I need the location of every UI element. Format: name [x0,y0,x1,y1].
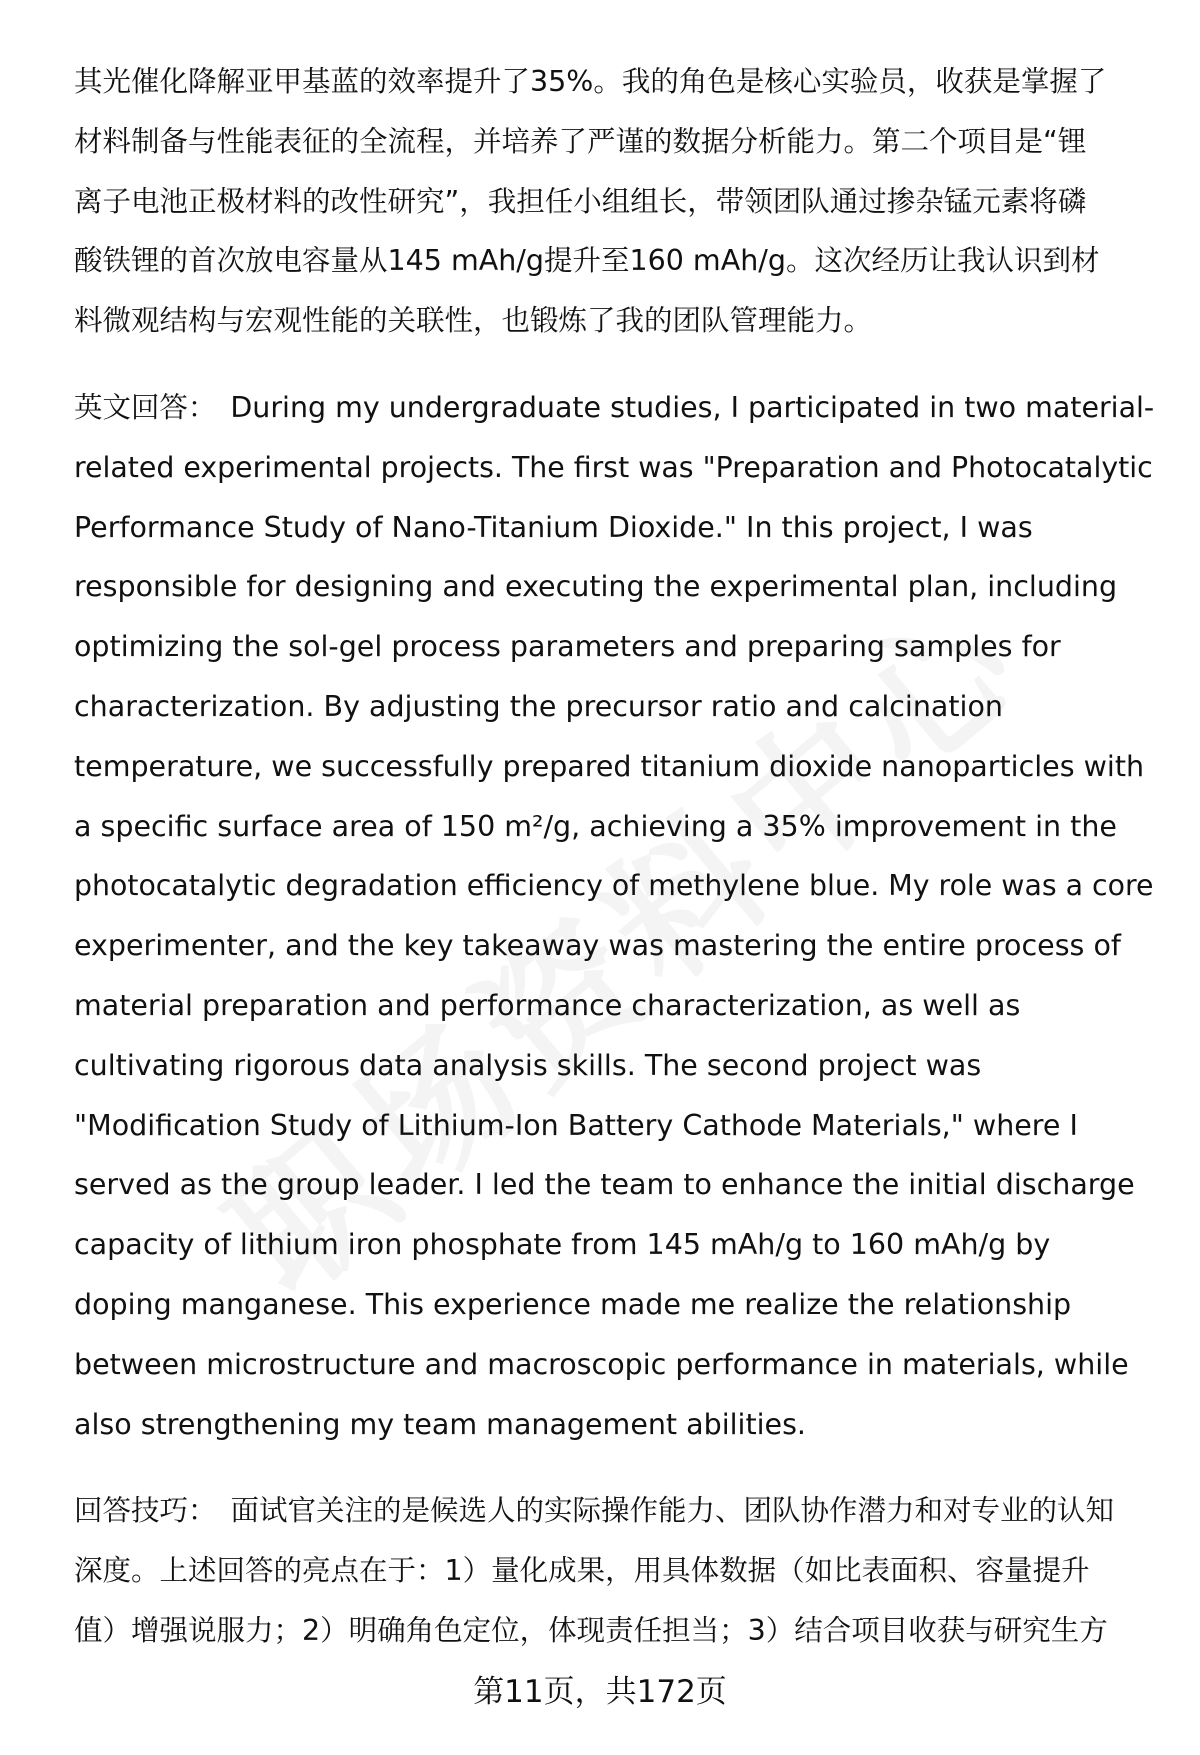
text-line: photocatalytic degradation efficiency of methylene blue. My role was a core [74,869,1154,903]
text-line: experimenter, and the key takeaway was mastering the entire process of [74,929,1121,963]
text-line: Performance Study of Nano-Titanium Dioxide." In this project, I was [74,510,1033,544]
text-line: characterization. By adjusting the precursor ratio and calcination [74,689,1003,723]
answer-tips-paragraph [74,1481,1154,1660]
text-line: a specific surface area of 150 m²/g, achieving a 35% improvement in the [74,809,1117,843]
text-line: doping manganese. This experience made me realize the relationship [74,1287,1072,1321]
page-number-footer: 第11页，共172页 [473,1674,727,1710]
text-line: between microstructure and macroscopic performance in materials, while [74,1347,1129,1381]
text-line [74,1481,1154,1541]
text-line: responsible for designing and executing the experimental plan, including [74,570,1118,604]
text-line: "Modification Study of Lithium-Ion Battery Cathode Materials," where I [74,1108,1078,1142]
text-line: capacity of lithium iron phosphate from 145 mAh/g to 160 mAh/g by [74,1228,1051,1262]
chinese-answer-paragraph [74,52,1154,351]
text-line: material preparation and performance characterization, as well as [74,988,1021,1022]
english-answer-label: 英文回答： [74,390,217,424]
text-line: 料微观结构与宏观性能的关联性，也锻炼了我的团队管理能力。 [74,304,873,338]
text-line: served as the group leader. I led the team to enhance the initial discharge [74,1168,1135,1202]
text-line: 其光催化降解亚甲基蓝的效率提升了35%。我的角色是核心实验员，收获是掌握了 [74,65,1107,98]
text-line: temperature, we successfully prepared titanium dioxide nanoparticles with [74,749,1145,783]
english-answer-paragraph [74,378,1154,1454]
answer-tips-label: 回答技巧： [74,1494,217,1528]
text-line: 酸铁锂的首次放电容量从145 mAh/g提升至160 mAh/g。这次经历让我认识到材 [74,244,1100,278]
text-line: 值）增强说服力；2）明确角色定位，体现责任担当；3）结合项目收获与研究生方 [74,1613,1108,1647]
text-line: cultivating rigorous data analysis skills. The second project was [74,1048,982,1082]
text-line: 材料制备与性能表征的全流程，并培养了严谨的数据分析能力。第二个项目是“锂 [74,124,1087,158]
text-line [74,378,1154,438]
text-line-content: During my undergraduate studies, I participated in two material- [230,390,1155,424]
text-line: optimizing the sol-gel process parameters and preparing samples for [74,630,1061,664]
text-line: 深度。上述回答的亮点在于：1）量化成果，用具体数据（如比表面积、容量提升 [74,1554,1090,1588]
text-line-content: 面试官关注的是候选人的实际操作能力、团队协作潜力和对专业的认知 [230,1494,1115,1528]
text-line: also strengthening my team management abilities. [74,1407,806,1441]
document-body [74,52,1154,1661]
text-line: 离子电池正极材料的改性研究”，我担任小组组长，带领团队通过掺杂锰元素将磷 [74,184,1087,218]
text-line: related experimental projects. The first was "Preparation and Photocatalytic [74,450,1153,484]
